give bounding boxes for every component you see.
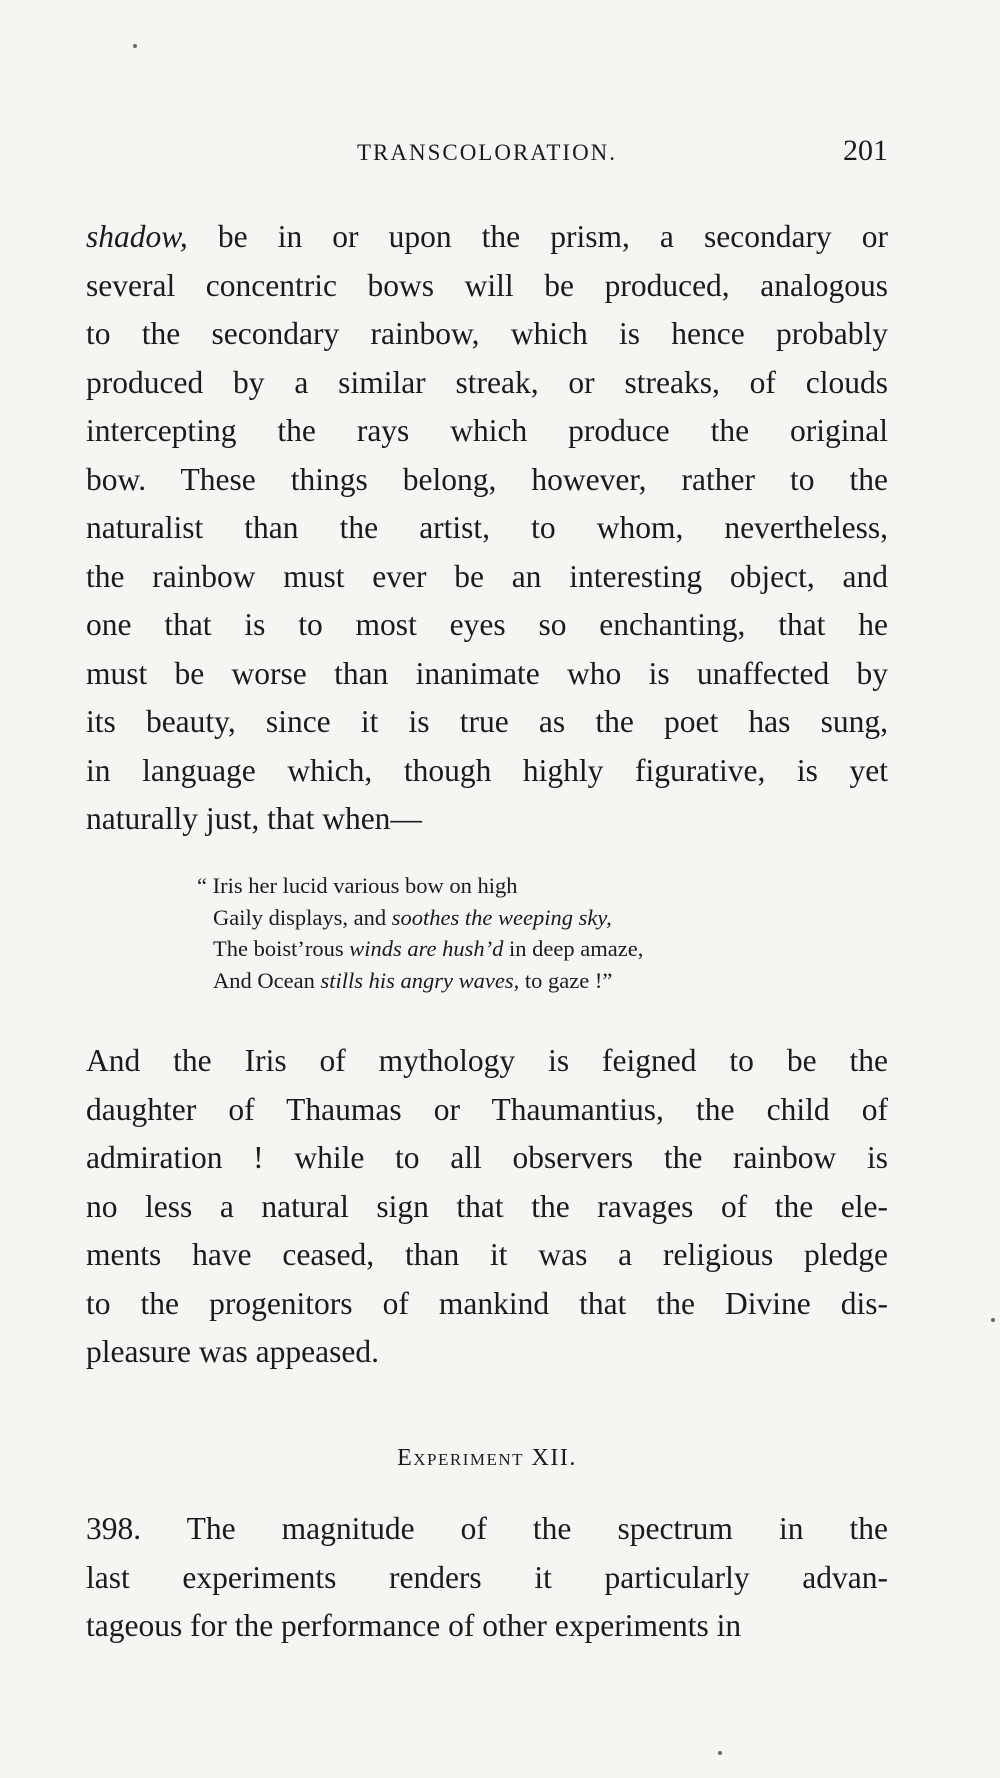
text-line (86, 650, 888, 699)
text-line: pleasure was appeased. (86, 1334, 379, 1369)
text-line (86, 407, 888, 456)
paragraph-2 (86, 1037, 888, 1377)
verse-line (197, 870, 643, 902)
line-text: be in or upon the prism, a secondary or (187, 219, 888, 254)
text-line (86, 310, 888, 359)
text-line: 398. The magnitude of the spectrum in the (86, 1511, 888, 1546)
section-heading (86, 1445, 888, 1472)
text-line (86, 601, 888, 650)
text-line: to the progenitors of mankind that the Divine dis- (86, 1285, 888, 1321)
verse-text: The boist’rous (213, 936, 350, 961)
page-header (86, 136, 888, 176)
text-line: And the Iris of mythology is feigned to be the (86, 1043, 888, 1078)
verse-italic-text: winds are hush’d (349, 936, 504, 961)
verse-quotation (197, 870, 643, 996)
verse-text: to gaze !” (519, 967, 613, 993)
verse-italic-text: soothes the weeping sky, (391, 904, 612, 930)
text-line: daughter of Thaumas or Thaumantius, the child of (86, 1091, 888, 1127)
paragraph-1 (86, 213, 888, 844)
line-text: produced by a similar streak, or streaks, of clouds (86, 364, 888, 400)
text-line: last experiments renders it particularly advan- (86, 1559, 888, 1595)
section-heading-word: Experiment (397, 1445, 525, 1471)
text-line: no less a natural sign that the ravages of the ele- (86, 1188, 888, 1224)
text-line (86, 747, 888, 796)
text-line (86, 262, 888, 311)
line-text: intercepting the rays which produce the original (86, 413, 888, 448)
paragraph-3 (86, 1505, 888, 1651)
text-line (86, 698, 888, 747)
verse-text: in deep amaze, (503, 936, 644, 961)
line-text: to the secondary rainbow, which is hence probably (86, 316, 888, 351)
verse-italic-text: stills his angry waves, (320, 967, 520, 993)
text-line (86, 359, 888, 408)
text-line (86, 213, 888, 262)
verse-text: And Ocean (213, 967, 321, 993)
text-line (86, 795, 888, 844)
line-text: the rainbow must ever be an interesting object, and (86, 558, 888, 594)
text-line (86, 553, 888, 602)
line-text: one that is to most eyes so enchanting, that he (86, 607, 888, 642)
line-text: its beauty, since it is true as the poet has sung, (86, 704, 888, 739)
line-text: in language which, though highly figurative, is yet (86, 752, 888, 788)
section-heading-number: XII. (531, 1445, 577, 1471)
running-title: TRANSCOLORATION. (356, 140, 618, 165)
line-text: naturally just, that when— (86, 801, 422, 836)
paper-speck (991, 1318, 995, 1322)
verse-text: Gaily displays, and (213, 904, 392, 930)
verse-text: “ Iris her lucid various bow on high (197, 873, 518, 898)
text-line (86, 504, 888, 553)
paper-speck (133, 44, 137, 48)
paper-speck (718, 1751, 722, 1755)
page-number: 201 (843, 134, 888, 167)
line-text: bow. These things belong, however, rather to the (86, 461, 888, 497)
line-text: naturalist than the artist, to whom, nevertheless, (86, 510, 888, 545)
text-line: ments have ceased, than it was a religious pledge (86, 1237, 888, 1272)
italic-word: shadow, (86, 219, 188, 254)
text-line: admiration ! while to all observers the rainbow is (86, 1140, 888, 1175)
text-line: tageous for the performance of other experiments in (86, 1608, 742, 1643)
line-text: must be worse than inanimate who is unaffected by (86, 655, 888, 691)
line-text: several concentric bows will be produced, analogous (86, 267, 888, 303)
text-line (86, 456, 888, 505)
verse-line (197, 933, 643, 965)
verse-line (197, 902, 643, 934)
verse-line (197, 965, 643, 997)
